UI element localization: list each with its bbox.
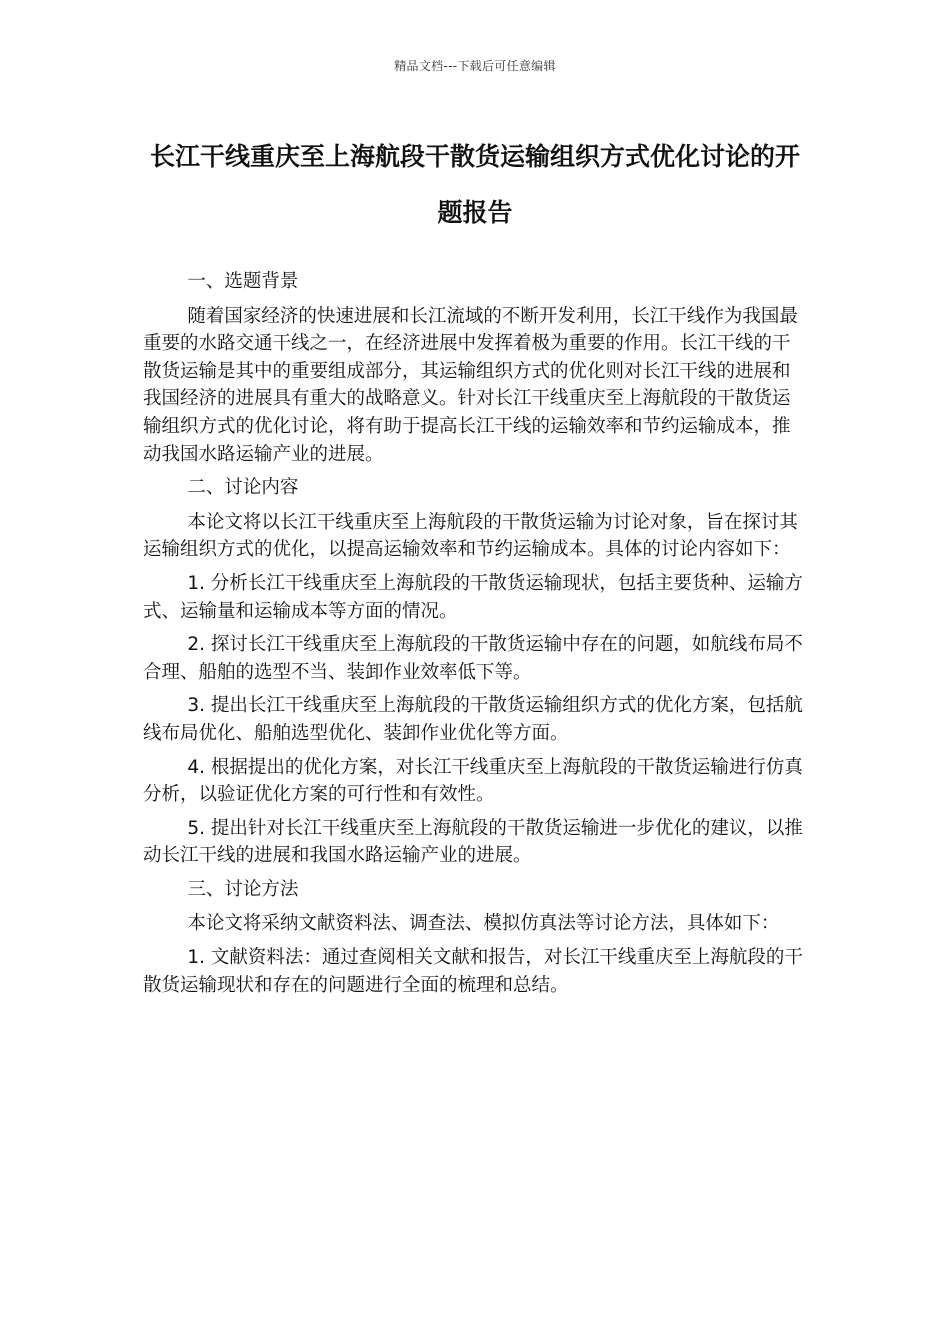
list-item-content-2: 2. 探讨长江干线重庆至上海航段的干散货运输中存在的问题，如航线布局不合理、船舶的选型不当、装卸作业效率低下等。 bbox=[143, 634, 803, 683]
list-item-content-5: 5. 提出针对长江干线重庆至上海航段的干散货运输进一步优化的建议，以推动长江干线的进展和我国水路运输产业的进展。 bbox=[143, 817, 803, 867]
paragraph-background: 随着国家经济的快速进展和长江流域的不断开发利用，长江干线作为我国最重要的水路交通干线之一，在经济进展中发挥着极为重要的作用。长江干线的干散货运输是其中的重要组成部分，其运输组织方式的优化则对长江干线的进展和我国经济的进展具有重大的战略意义。针对长江干线重庆至上海航段的干散货运输组织方式的优化讨论，将有助于提高长江干线的运输效率和节约运输成本，推动我国水路运输产业的进展。 bbox=[143, 305, 798, 465]
section-heading-methods: 三、讨论方法 bbox=[187, 878, 299, 900]
paragraph-content-intro: 本论文将以长江干线重庆至上海航段的干散货运输为讨论对象，旨在探讨其运输组织方式的优化，以提高运输效率和节约运输成本。具体的讨论内容如下： bbox=[143, 511, 798, 561]
document-title: 长江干线重庆至上海航段干散货运输组织方式优化讨论的开题报告 bbox=[149, 142, 800, 227]
document-body bbox=[143, 268, 807, 1005]
section-heading-background: 一、选题背景 bbox=[187, 271, 299, 292]
list-item-content-3: 3. 提出长江干线重庆至上海航段的干散货运输组织方式的优化方案，包括航线布局优化、船舶选型优化、装卸作业优化等方面。 bbox=[143, 695, 803, 744]
page-header-note: 精品文档---下载后可任意编辑 bbox=[394, 59, 556, 73]
paragraph-methods-intro: 本论文将采纳文献资料法、调查法、模拟仿真法等讨论方法，具体如下： bbox=[187, 913, 780, 935]
section-heading-content: 二、讨论内容 bbox=[187, 477, 299, 499]
list-item-content-1: 1. 分析长江干线重庆至上海航段的干散货运输现状，包括主要货种、运输方式、运输量和运输成本等方面的情况。 bbox=[143, 572, 803, 622]
list-item-methods-1: 1. 文献资料法：通过查阅相关文献和报告，对长江干线重庆至上海航段的干散货运输现状和存在的问题进行全面的梳理和总结。 bbox=[143, 947, 803, 996]
list-item-content-4: 4. 根据提出的优化方案，对长江干线重庆至上海航段的干散货运输进行仿真分析，以验证优化方案的可行性和有效性。 bbox=[143, 756, 803, 806]
